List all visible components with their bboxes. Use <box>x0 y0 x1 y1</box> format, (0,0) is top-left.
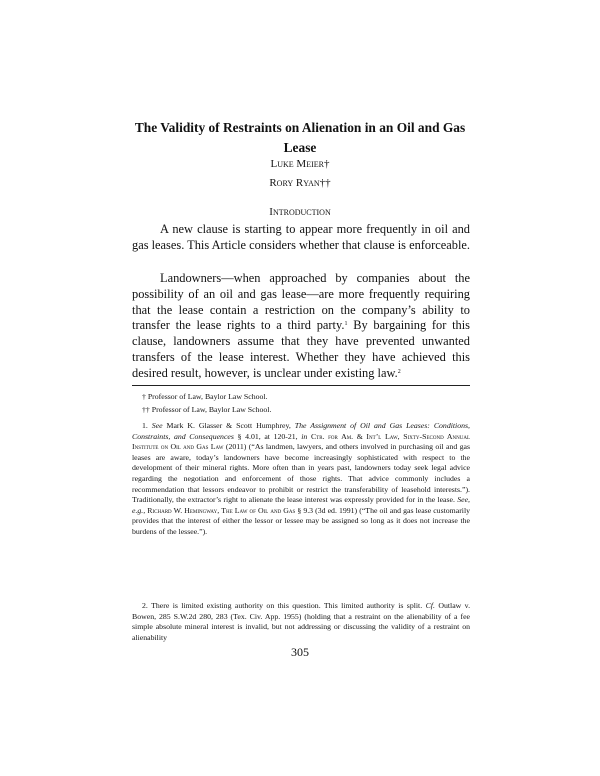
paragraph-2-part-b: By bargaining for this clause, landowners assume that they have prevented unwanted transfers of the lease interest. Whether they have achieved this desired result, however, is unclear under existing law. <box>132 318 470 380</box>
footnote-1-number: 1. <box>142 421 148 430</box>
footnote-double-dagger-text: †† Professor of Law, Baylor Law School. <box>142 405 272 414</box>
footnote-1-source: Ctr. for Am. & Int’l Law, Sixty-Second Annual Institute on Oil and Gas Law <box>132 431 471 452</box>
footnote-1-quote-1: (“As landmen, lawyers, and others involved in purchasing oil and gas leases are aware, today’s landowners have become increasingly sophisticated with respect to the development of their mineral rights. More often than in years past, landowners today seek legal advice regarding the negotiation and enforcement of those rights. That advice commonly includes a recommendation that lessors endeavor to prohibit or restrict the transferability of leasehold interests.”). Traditionally, the extractor’s right to alienate the lease interest was expressly provided for in the lease. <box>132 442 471 505</box>
footnote-2-text-b: Outlaw v. Bowen, 285 S.W.2d 280, 283 (Tex. Civ. App. 1955) (holding that a restraint on the alienability of a fee simple absolute mineral interest is invalid, but not addressing or discussing the validity of a restraint on alienability <box>132 601 471 642</box>
footnote-2-text <box>132 601 470 643</box>
footnote-1-see: See <box>151 421 163 430</box>
footnote-1-book-author: Richard W. Hemingway, <box>147 505 220 515</box>
page-number: 305 <box>291 645 309 659</box>
footnote-1-pin: § 4.01, at 120-21, <box>237 431 298 441</box>
footnote-1-see-eg: See, e.g., <box>132 495 471 515</box>
section-heading-introduction: Introduction <box>269 206 331 218</box>
footnote-1-work-title: The Assignment of Oil and Gas Leases: Conditions, Constraints, and Consequences <box>132 421 470 441</box>
paragraph-2-part-a: Landowners—when approached by companies about the possibility of an oil and gas lease—are more frequently requiring that the lease contain a restriction on the company’s ability to transfer the lease rights to a third party. <box>132 271 470 333</box>
footnote-1-year: (2011) <box>225 442 247 452</box>
paragraph-1-text: A new clause is starting to appear more frequently in oil and gas leases. This Article considers whether that clause is enforceable. <box>132 222 470 252</box>
footnote-1-book-title: The Law of Oil and Gas <box>221 505 296 515</box>
footnote-dagger <box>132 392 470 403</box>
footnote-1-in: in <box>301 431 308 441</box>
footnote-1 <box>132 421 470 538</box>
footnote-2-text-a: There is limited existing authority on this question. This limited authority is split. <box>151 601 423 610</box>
footnote-1-text <box>132 421 470 538</box>
body-paragraph-1 <box>132 222 470 254</box>
footnote-ref-2[interactable]: 2 <box>397 368 401 375</box>
author-luke-meier: Luke Meier† <box>270 158 330 170</box>
footnote-double-dagger <box>132 405 470 416</box>
footnote-2 <box>132 601 470 643</box>
footnote-divider <box>132 385 470 386</box>
footnote-dagger-text: † Professor of Law, Baylor Law School. <box>142 392 268 401</box>
paragraph-2-text <box>132 271 470 382</box>
author-rory-ryan: Rory Ryan†† <box>269 177 331 189</box>
footnote-ref-1[interactable]: 1 <box>344 321 348 328</box>
footnote-2-cf: Cf. <box>425 601 435 610</box>
footnote-1-authors: Mark K. Glasser & Scott Humphrey, <box>166 421 291 430</box>
footnote-2-number: 2. <box>142 601 148 610</box>
footnote-1-book-pin: § 9.3 (3d ed. 1991) <box>297 505 358 515</box>
footnote-1-quote-2: (“The oil and gas lease customarily provides that the interest of either the lessor or lessee may be assigned so long as it does not increase the burdens of the lessee.”). <box>132 505 471 536</box>
article-title: The Validity of Restraints on Alienation in an Oil and Gas Lease <box>134 120 466 155</box>
body-paragraph-2 <box>132 271 470 382</box>
